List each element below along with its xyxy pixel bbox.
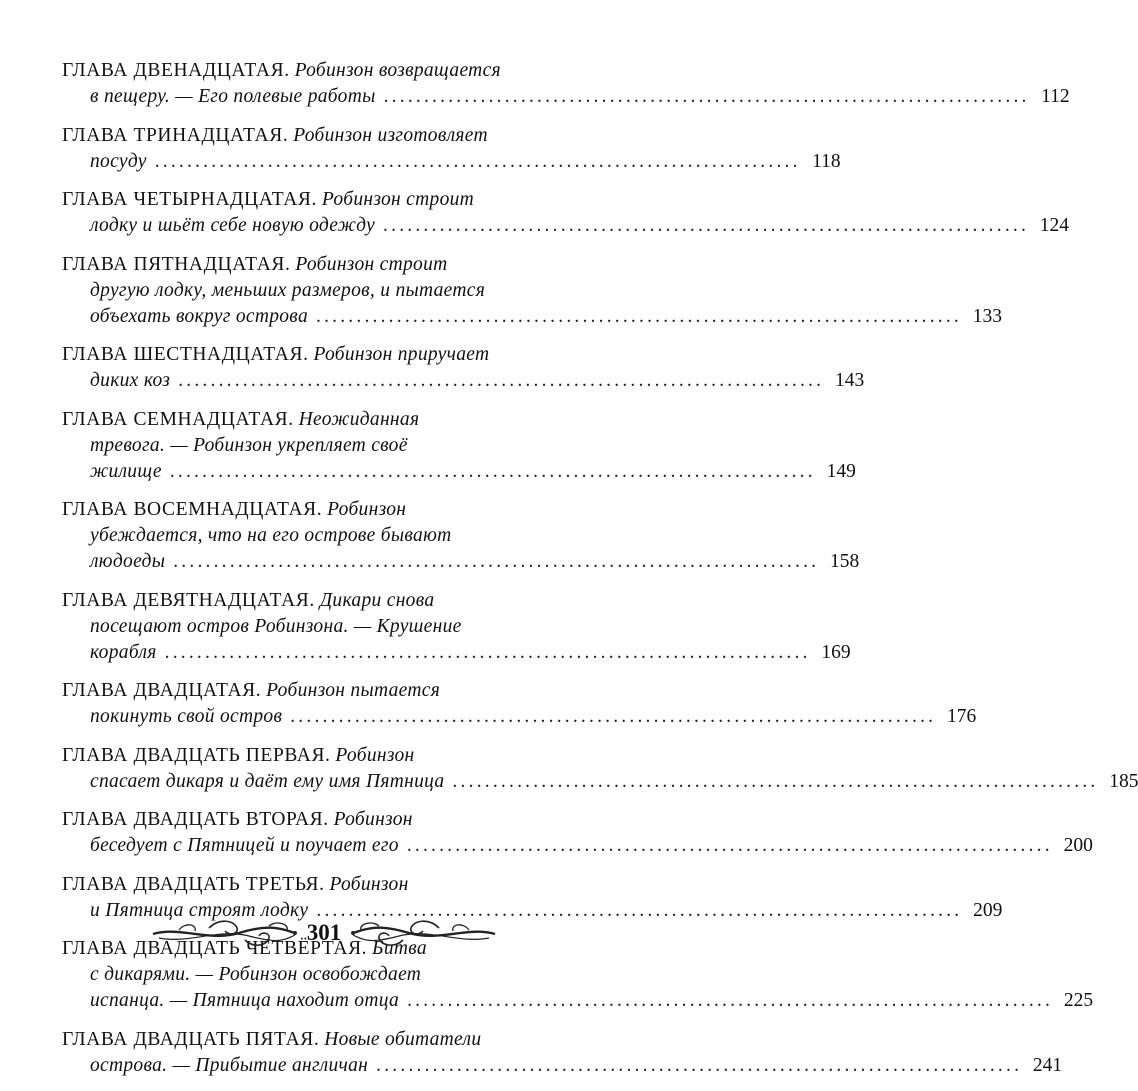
toc-entry-line [62, 614, 592, 640]
toc-entry-line [62, 459, 856, 485]
page-reference: 225 [1063, 990, 1094, 1011]
chapter-subtitle: людоеды [90, 551, 166, 572]
page-reference: 112 [1041, 86, 1070, 107]
toc-entry [62, 807, 1093, 859]
page-reference: 209 [973, 899, 1003, 921]
chapter-subtitle: Робинзон строит [321, 189, 475, 210]
chapter-heading: ГЛАВА ПЯТНАДЦАТАЯ. [62, 253, 291, 275]
toc-entry-line [62, 962, 592, 988]
toc-entry [62, 1027, 1063, 1079]
dot-leader: ................................................................................ [316, 899, 963, 921]
chapter-subtitle: Дикари снова [319, 589, 435, 611]
chapter-heading: ГЛАВА ДВАДЦАТЬ ТРЕТЬЯ. [62, 873, 325, 895]
toc-entry [62, 252, 1002, 330]
toc-entry [62, 123, 841, 175]
toc-entry-line [62, 807, 592, 833]
chapter-subtitle: лодку и шьёт себе новую одежду [90, 215, 376, 236]
chapter-subtitle: беседует с Пятницей и поучает его [90, 835, 399, 856]
chapter-subtitle: острова. — Прибытие англичан [90, 1054, 369, 1076]
chapter-subtitle: Неожиданная [298, 408, 420, 430]
toc-entry-line [62, 123, 592, 149]
toc-entry-line [62, 304, 1002, 330]
dot-leader: ................................................................................ [407, 990, 1054, 1011]
chapter-subtitle: корабля [90, 641, 157, 663]
chapter-subtitle: посуду [90, 150, 147, 172]
dot-leader: ................................................................................ [154, 150, 801, 172]
toc-entry [62, 187, 1070, 239]
chapter-subtitle: убеждается, что на его острове бывают [90, 525, 452, 546]
toc-entry-line [62, 368, 865, 394]
toc-entry-line [62, 1027, 592, 1053]
chapter-subtitle: Робинзон изготовляет [293, 124, 488, 146]
chapter-subtitle: испанца. — Пятница находит отца [90, 990, 400, 1011]
toc-entry [62, 497, 860, 575]
toc-entry [62, 678, 977, 730]
chapter-subtitle: Битва [372, 938, 427, 959]
dot-leader: ................................................................................ [164, 641, 811, 663]
toc-entry-line [62, 433, 592, 459]
page-reference: 143 [834, 370, 865, 391]
toc-entry-line [62, 640, 851, 666]
toc-entry-line [62, 704, 977, 730]
chapter-subtitle: и Пятница строят лодку [90, 899, 309, 921]
chapter-heading: ГЛАВА ДВАДЦАТАЯ. [62, 680, 262, 701]
chapter-subtitle: в пещеру. — Его полевые работы [90, 86, 376, 107]
chapter-heading: ГЛАВА ШЕСТНАДЦАТАЯ. [62, 344, 309, 365]
dot-leader: ................................................................................ [383, 215, 1030, 236]
page-reference: 185 [1109, 770, 1138, 792]
dot-leader: ................................................................................ [169, 460, 816, 482]
toc-entry-line [62, 149, 841, 175]
dot-leader: ................................................................................ [406, 835, 1053, 856]
dot-leader: ................................................................................ [290, 706, 937, 727]
toc-entry-line [62, 278, 592, 304]
chapter-heading: ГЛАВА ДВАДЦАТЬ ПЯТАЯ. [62, 1028, 320, 1050]
dot-leader: ................................................................................ [316, 305, 962, 327]
dot-leader: ................................................................................ [376, 1054, 1023, 1076]
toc-entry-line [62, 497, 592, 523]
page-reference: 149 [826, 460, 856, 482]
page-reference: 169 [821, 641, 851, 663]
right-flourish-ornament [349, 916, 499, 950]
chapter-subtitle: Робинзон [335, 744, 415, 766]
chapter-subtitle: покинуть свой остров [90, 706, 283, 727]
toc-entry-line [62, 187, 592, 213]
chapter-heading: ГЛАВА ТРИНАДЦАТАЯ. [62, 124, 289, 146]
chapter-subtitle: посещают остров Робинзона. — Крушение [90, 615, 462, 637]
dot-leader: ................................................................................ [383, 86, 1030, 107]
chapter-heading: ГЛАВА ЧЕТЫРНАДЦАТАЯ. [62, 189, 318, 210]
chapter-subtitle: объехать вокруг острова [90, 305, 308, 327]
chapter-subtitle: другую лодку, меньших размеров, и пытается [90, 279, 486, 301]
chapter-subtitle: Робинзон возвращается [294, 60, 501, 81]
chapter-heading: ГЛАВА ДВАДЦАТЬ ПЕРВАЯ. [62, 744, 331, 766]
dot-leader: ................................................................................ [452, 770, 1099, 792]
chapter-heading: ГЛАВА ДВАДЦАТЬ ВТОРАЯ. [62, 809, 329, 830]
page-number: 301 [306, 920, 342, 945]
toc-entry-line [62, 872, 592, 898]
chapter-heading: ГЛАВА ВОСЕМНАДЦАТАЯ. [62, 499, 323, 520]
chapter-subtitle: жилище [90, 460, 162, 482]
toc-entry-line [62, 407, 592, 433]
dot-leader: ................................................................................ [173, 551, 820, 572]
page-reference: 133 [972, 305, 1002, 327]
left-flourish-ornament [149, 916, 299, 950]
toc-entry-line [62, 988, 1094, 1014]
chapter-subtitle: диких коз [90, 370, 171, 391]
page-reference: 176 [946, 706, 977, 727]
chapter-heading: ГЛАВА СЕМНАДЦАТАЯ. [62, 408, 294, 430]
chapter-subtitle: Робинзон пытается [266, 680, 441, 701]
chapter-subtitle: Робинзон [333, 809, 413, 830]
chapter-heading: ГЛАВА ДВЕНАДЦАТАЯ. [62, 60, 290, 81]
toc-entry [62, 342, 865, 394]
page-footer [0, 908, 648, 958]
toc-entry-line [62, 769, 1138, 795]
toc-entry-line [62, 523, 592, 549]
chapter-heading: ГЛАВА ДЕВЯТНАДЦАТАЯ. [62, 589, 315, 611]
page-reference: 118 [812, 150, 841, 172]
toc-entry [62, 588, 851, 666]
toc-entry-line [62, 342, 592, 368]
chapter-heading: ГЛАВА ДВАДЦАТЬ ЧЕТВЁРТАЯ. [62, 938, 368, 959]
toc-entry-line [62, 549, 860, 575]
page-reference: 158 [829, 551, 860, 572]
toc-entry-line [62, 58, 592, 84]
page-reference: 241 [1032, 1054, 1063, 1076]
toc-entry-line [62, 833, 1093, 859]
chapter-subtitle: Робинзон строит [295, 253, 448, 275]
page-reference: 200 [1063, 835, 1093, 856]
toc-entry-line [62, 588, 592, 614]
dot-leader: ................................................................................ [178, 370, 825, 391]
toc-entry-line [62, 743, 592, 769]
chapter-subtitle: тревога. — Робинзон укрепляет своё [90, 434, 408, 456]
toc-entry-line [62, 84, 1070, 110]
toc-entry-line [62, 678, 592, 704]
chapter-subtitle: Робинзон [327, 499, 407, 520]
page-reference: 124 [1039, 215, 1070, 236]
toc-entry [62, 407, 856, 485]
toc-entry [62, 743, 1138, 795]
chapter-subtitle: Робинзон приручает [313, 344, 490, 365]
toc-entry-line [62, 1053, 1063, 1079]
chapter-subtitle: спасает дикаря и даёт ему имя Пятница [90, 770, 445, 792]
chapter-subtitle: с дикарями. — Робинзон освобождает [90, 964, 422, 985]
toc-entry-line [62, 252, 592, 278]
chapter-subtitle: Новые обитатели [324, 1028, 482, 1050]
toc-entry-line [62, 213, 1070, 239]
toc-entry [62, 58, 1070, 110]
chapter-subtitle: Робинзон [329, 873, 409, 895]
